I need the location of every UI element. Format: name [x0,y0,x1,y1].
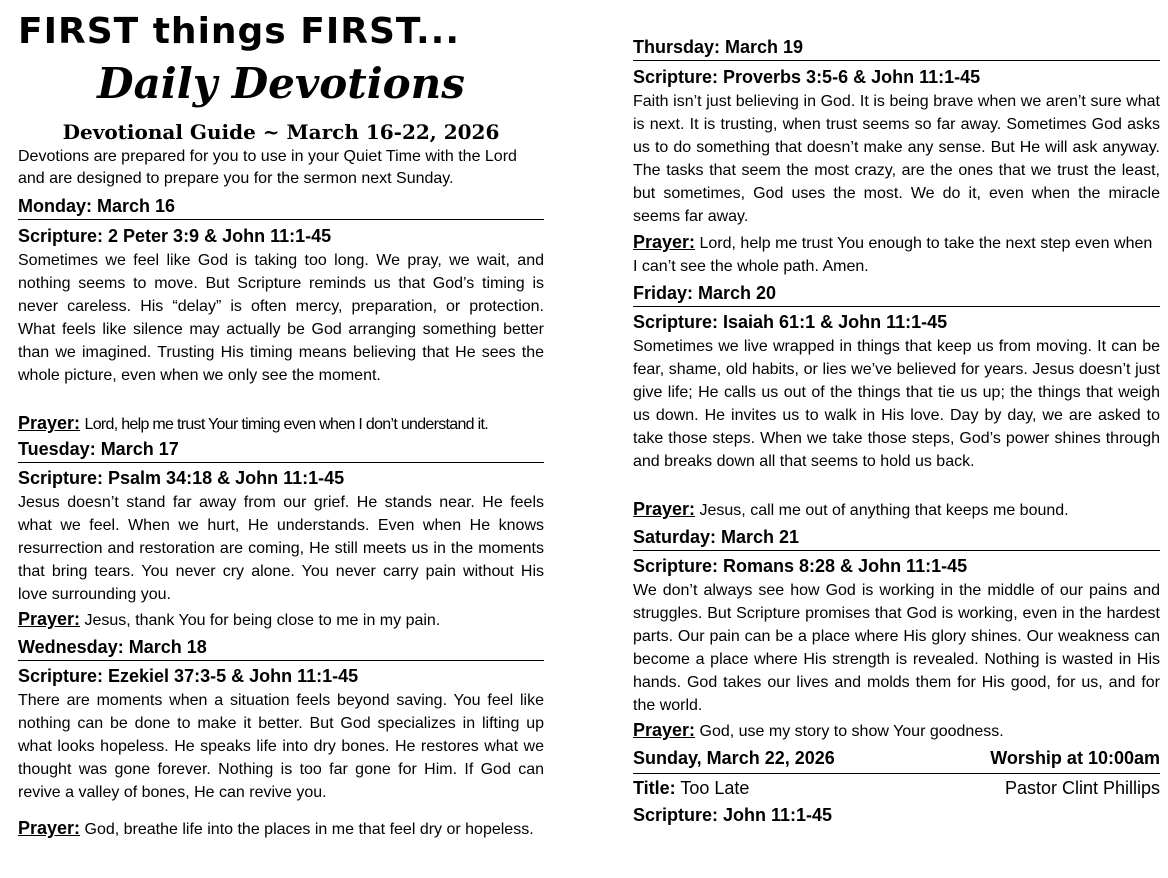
scripture-tuesday: Scripture: Psalm 34:18 & John 11:1-45 [18,468,345,488]
sermon-title: Too Late [680,778,750,798]
main-title: FIRST things FIRST... [18,11,461,52]
scripture-thursday: Scripture: Proverbs 3:5-6 & John 11:1-45 [633,67,981,87]
day-heading-friday: Friday: March 20 [633,280,1160,307]
prayer-monday [18,412,544,436]
prayer-label: Prayer: [18,609,81,629]
prayer-label: Prayer: [633,232,696,252]
scripture-wednesday: Scripture: Ezekiel 37:3-5 & John 11:1-45 [18,666,359,686]
prayer-text-tuesday: Jesus, thank You for being close to me in my pain. [84,612,441,629]
sunday-date: Sunday, March 22, 2026 [633,748,835,768]
day-heading-thursday: Thursday: March 19 [633,34,1160,61]
prayer-text-monday: Lord, help me trust Your timing even when I don’t understand it. [84,416,488,433]
prayer-text-thursday: Lord, help me trust You enough to take the next step even when I can’t see the whole path. Amen. [633,235,1153,275]
devotion-text-tuesday: Jesus doesn’t stand far away from our grief. He stands near. He feels what we feel. When we hurt, He understands. Even when He knows resurrection and restoration are coming, He still meets us in the moments that bring tears. You never cry alone. You never carry pain without His love surrounding you. [18,494,544,603]
pastor-name: Pastor Clint Phillips [1004,778,1160,798]
devotion-text-thursday: Faith isn’t just believing in God. It is being brave when we aren’t sure what is next. It is trusting, when trust seems so far away. Sometimes God asks us to do something that doesn’t make any sense. But He will ask anyway. The tasks that seem the most crazy, are the ones that we trust the least, but sometimes, God uses the most. We do it, even when the miracle seems far away. [633,93,1160,225]
prayer-tuesday [18,608,544,632]
day-heading-wednesday: Wednesday: March 18 [18,634,544,661]
day-heading-saturday: Saturday: March 21 [633,524,1160,551]
prayer-wednesday [18,817,538,841]
prayer-text-friday: Jesus, call me out of anything that keeps me bound. [699,502,1069,519]
sunday-row [633,746,1160,770]
devotion-text-wednesday: There are moments when a situation feels beyond saving. You feel like nothing can be done to make it better. But God specializes in lifting up what looks hopeless. He speaks life into dry bones. He restores what we thought was gone forever. Nothing is too far gone for Him. If God can revive a valley of bones, He can revive you. [18,692,544,801]
prayer-thursday [633,231,1160,278]
scripture-saturday: Scripture: Romans 8:28 & John 11:1-45 [633,556,968,576]
day-heading-monday: Monday: March 16 [18,193,544,220]
intro-text: Devotions are prepared for you to use in your Quiet Time with the Lord and are designed to prepare you for the sermon next Sunday. [18,148,517,187]
prayer-label: Prayer: [18,413,81,433]
day-heading-tuesday: Tuesday: March 17 [18,436,544,463]
worship-time: Worship at 10:00am [990,748,1160,768]
sunday-divider [633,773,1160,774]
prayer-label: Prayer: [633,720,696,740]
sunday-scripture: Scripture: John 11:1-45 [633,805,833,825]
devotion-text-saturday: We don’t always see how God is working in the middle of our pains and struggles. But Scripture promises that God is working, even in the hardest parts. Our pain can be a place where His glory shines. Our weakness can become a place where His strength is revealed. Nothing is wasted in His hands. God takes our lives and molds them for His good, for us, and for the world. [633,582,1160,714]
prayer-saturday [633,719,1160,743]
prayer-label: Prayer: [633,499,696,519]
scripture-monday: Scripture: 2 Peter 3:9 & John 11:1-45 [18,226,332,246]
devotion-text-friday: Sometimes we live wrapped in things that keep us from moving. It can be fear, shame, old habits, or lies we’ve believed for years. Jesus doesn’t just give life; He calls us out of the things that tie us up; the things that weigh us down. He invites us to walk in His love. Day by day, we are asked to take those steps. When we take those steps, God’s power shines through and breaks down all that seems to hold us back. [633,338,1160,470]
prayer-text-wednesday: God, breathe life into the places in me that feel dry or hopeless. [84,821,534,838]
prayer-label: Prayer: [18,818,81,838]
devotion-text-monday: Sometimes we feel like God is taking too long. We pray, we wait, and nothing seems to move. But Scripture reminds us that God’s timing is never careless. His “delay” is often mercy, preparation, or protection. What feels like silence may actually be God arranging something better than we imagined. Trusting His timing means believing that He sees the whole picture, even when we only see the moment. [18,252,544,384]
guide-heading: Devotional Guide ~ March 16-22, 2026 [62,120,500,144]
prayer-text-saturday: God, use my story to show Your goodness. [699,723,1004,740]
scripture-friday: Scripture: Isaiah 61:1 & John 11:1-45 [633,312,948,332]
subtitle: Daily Devotions [97,59,465,108]
prayer-friday [633,498,1160,522]
sermon-title-label: Title: [633,778,676,798]
sermon-row [633,776,1160,800]
